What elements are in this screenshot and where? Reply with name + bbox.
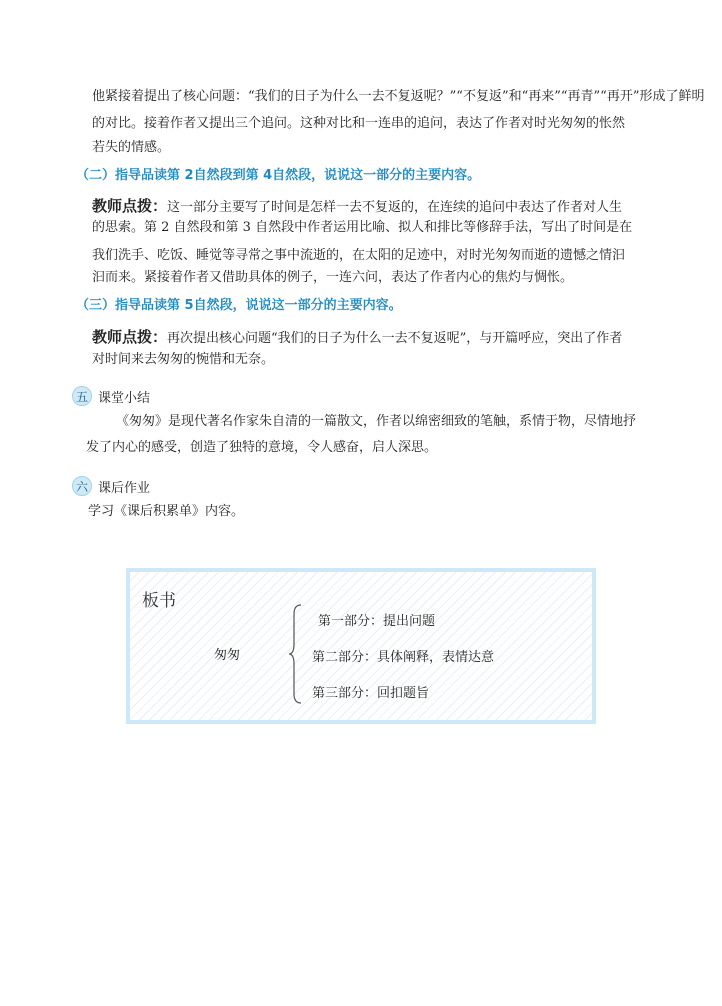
part2-text-1: 这一部分主要写了时间是怎样一去不复返的，在连续的追问中表达了作者对人生 [167, 200, 623, 215]
blackboard-summary [126, 568, 596, 724]
board-item: 第一部分：提出问题 [318, 614, 436, 629]
board-item: 第二部分：具体阐释，表情达意 [312, 650, 495, 665]
intro-line-1: 他紧接着提出了核心问题：“我们的日子为什么一去不复返呢？”“不复返”和“再来”“再青”“再开”形成了鲜明 [92, 89, 705, 104]
part3-heading: （三）指导品读第 5自然段，说说这一部分的主要内容。 [76, 298, 402, 313]
intro-line-3: 若失的情感。 [92, 140, 171, 155]
board-center-title: 匆匆 [214, 648, 241, 663]
section-five-header [72, 386, 150, 406]
summary-line-1: 《匆匆》是现代著名作家朱自清的一篇散文，作者以绵密细致的笔触，系情于物，尽情地抒 [116, 414, 637, 429]
left-brace-icon [288, 604, 302, 704]
part3-text-1: 再次提出核心问题“我们的日子为什么一去不复返呢”，与开篇呼应，突出了作者 [167, 331, 623, 346]
section-number-badge: 五 [72, 386, 92, 406]
section-six-header [72, 476, 150, 496]
tip-label: 教师点拨： [92, 328, 168, 346]
section-title: 课后作业 [98, 480, 151, 496]
part2-line-3: 我们洗手、吃饭、睡觉等寻常之事中流逝的，在太阳的足迹中，对时光匆匆而逝的遗憾之情汩 [92, 248, 626, 263]
summary-line-2: 发了内心的感受，创造了独特的意境，令人感奋，启人深思。 [86, 440, 438, 455]
board-title: 板书 [142, 591, 176, 611]
section-number-badge: 六 [72, 476, 92, 496]
part2-heading: （二）指导品读第 2自然段到第 4自然段，说说这一部分的主要内容。 [76, 168, 481, 183]
intro-line-2: 的对比。接着作者又提出三个追问。这种对比和一连串的追问，表达了作者对时光匆匆的怅然 [92, 116, 626, 131]
tip-label: 教师点拨： [92, 197, 168, 215]
board-item: 第三部分：回扣题旨 [312, 686, 430, 701]
homework-line: 学习《课后积累单》内容。 [88, 504, 245, 519]
part3-line-2: 对时间来去匆匆的惋惜和无奈。 [92, 352, 275, 367]
section-title: 课堂小结 [98, 390, 151, 406]
part2-line-2: 的思索。第 2 自然段和第 3 自然段中作者运用比喻、拟人和排比等修辞手法，写出了时间是在 [92, 220, 633, 235]
part2-line-4: 汩而来。紧接着作者又借助具体的例子，一连六问，表达了作者内心的焦灼与惆怅。 [92, 270, 574, 285]
